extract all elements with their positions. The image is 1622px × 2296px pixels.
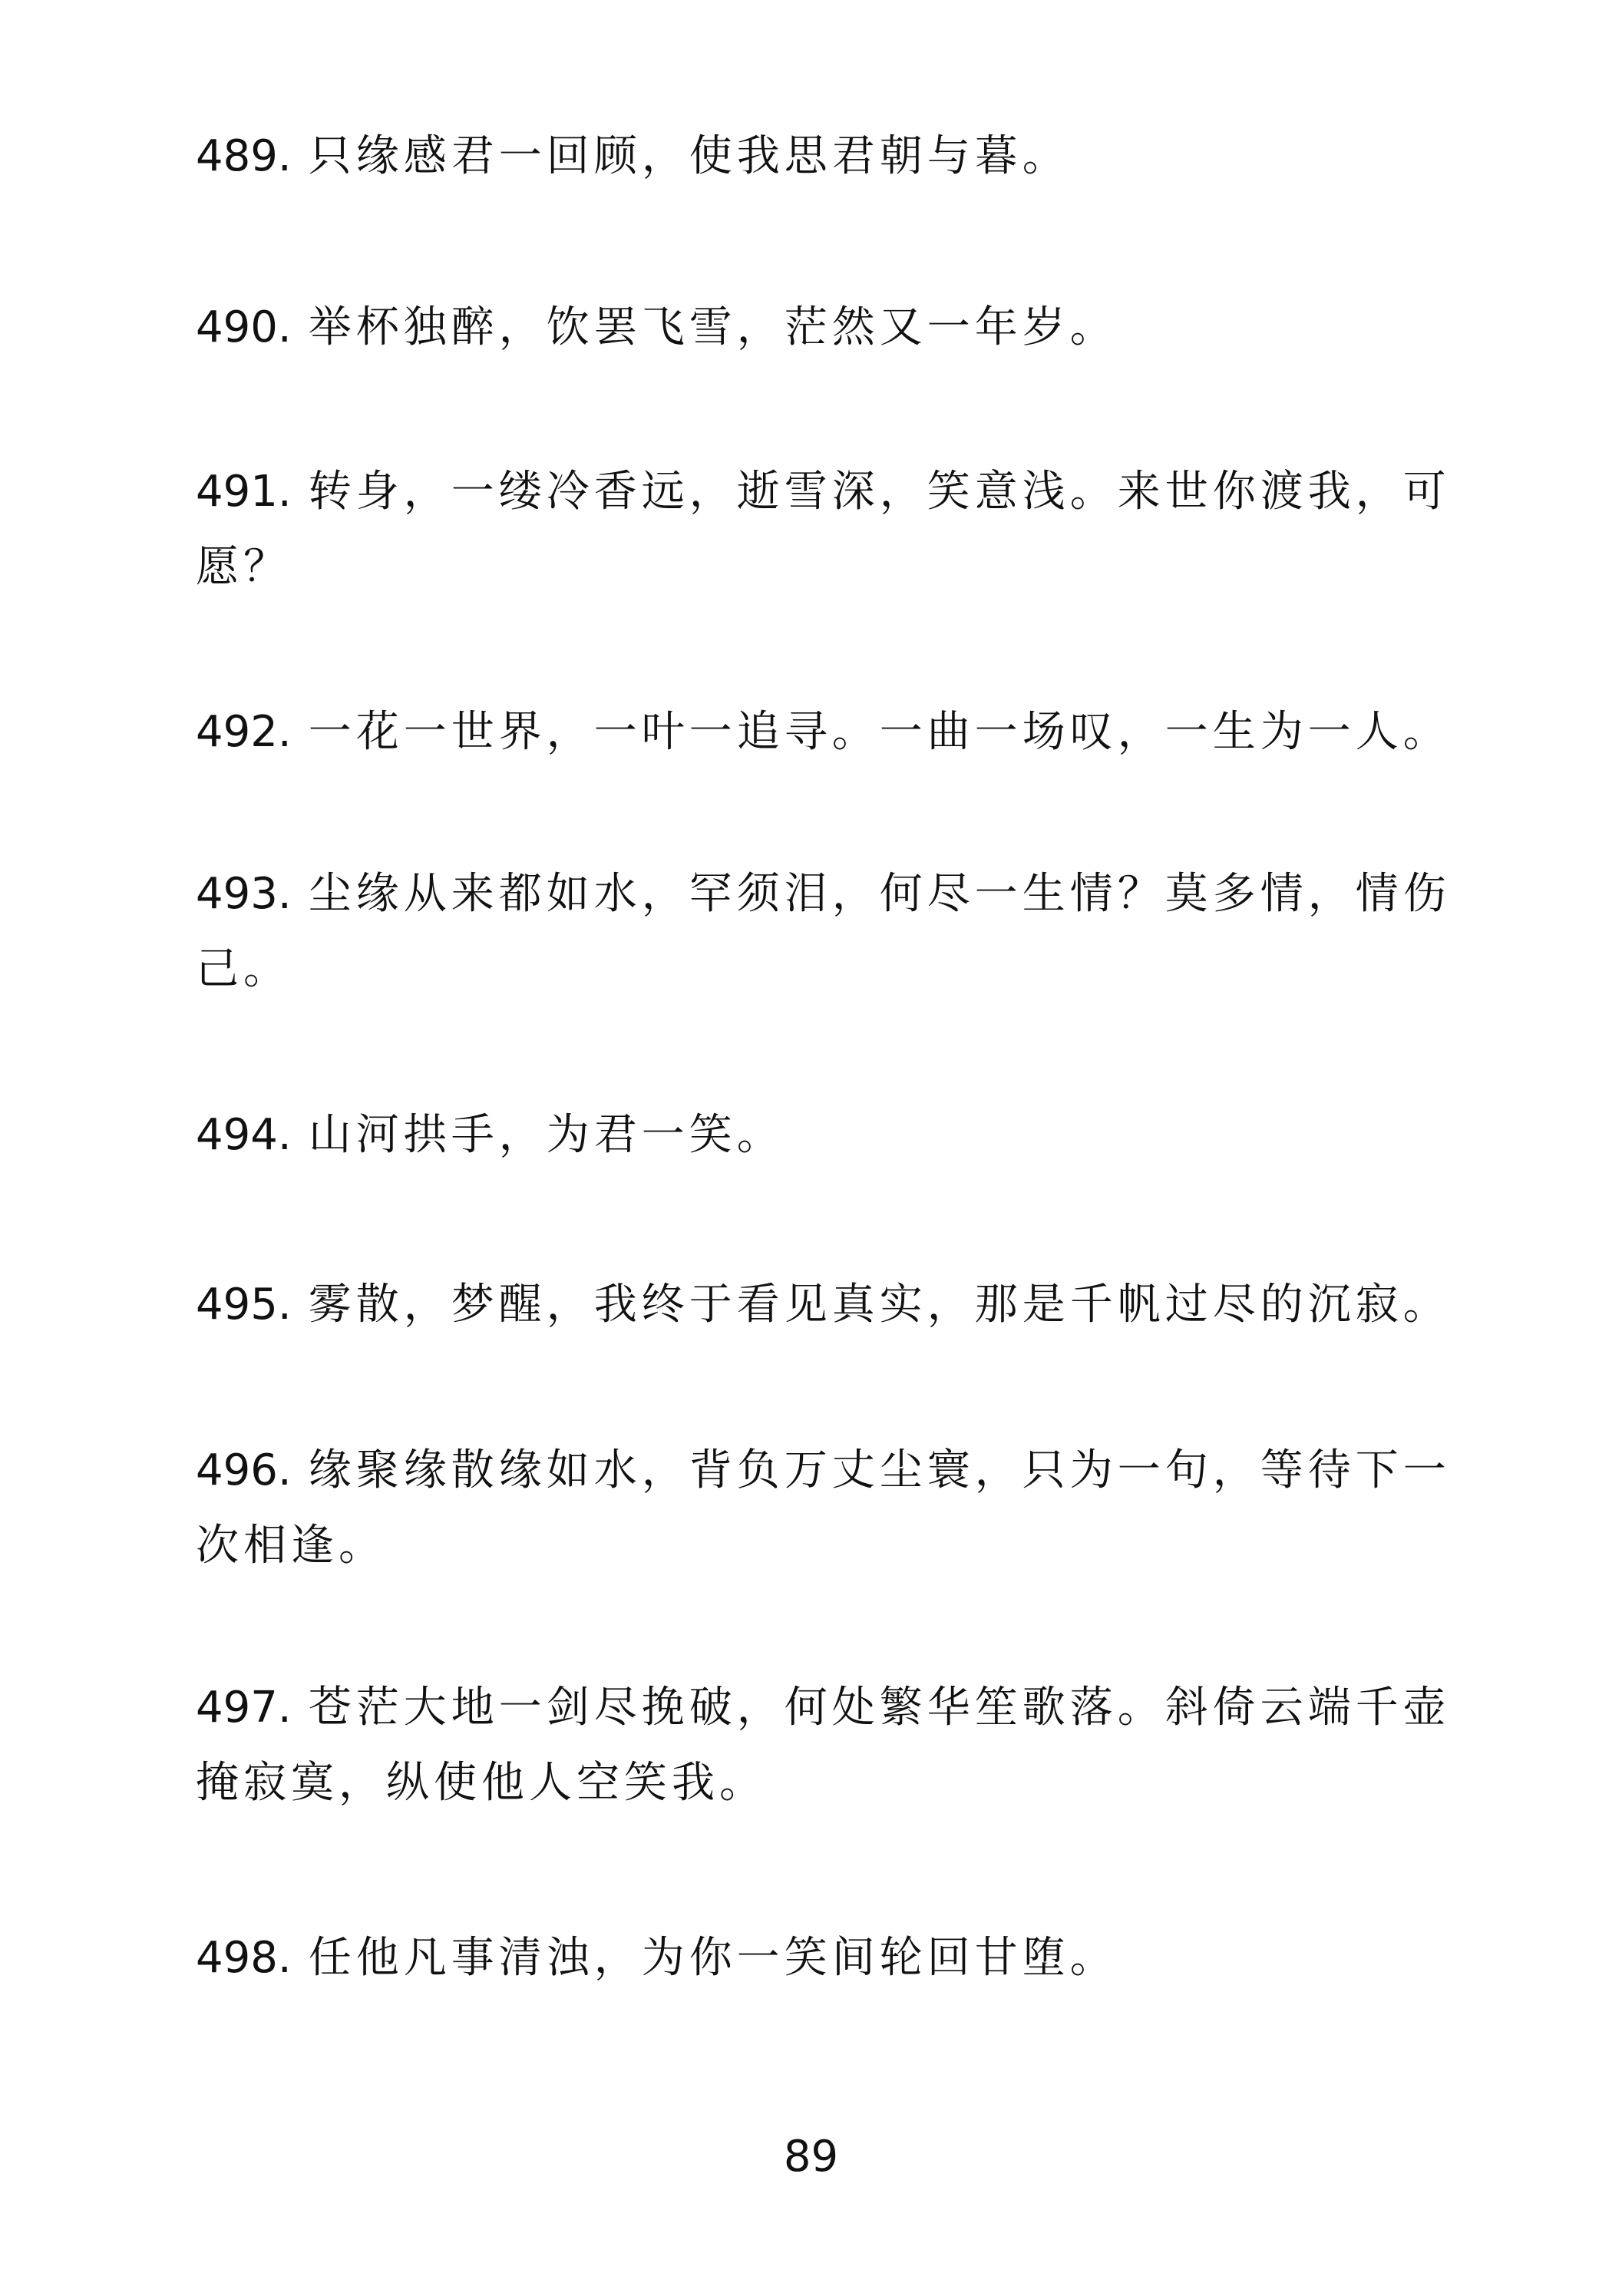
entry-498 <box>196 1921 1455 1996</box>
entry-number: 496. <box>196 1445 292 1495</box>
entry-text: 转身，一缕冷香远，逝雪深，笑意浅。来世你渡我，可愿？ <box>196 467 1451 592</box>
entry-493 <box>196 857 1455 1007</box>
entry-text: 苍茫大地一剑尽挽破，何处繁华笙歌落。斜倚云端千壶掩寂寞，纵使他人空笑我。 <box>196 1683 1451 1808</box>
entry-497 <box>196 1670 1455 1821</box>
entry-number: 490. <box>196 302 292 352</box>
entry-495 <box>196 1267 1455 1343</box>
entry-number: 495. <box>196 1280 292 1330</box>
entry-text: 山河拱手，为君一笑。 <box>308 1110 785 1160</box>
entry-number: 492. <box>196 707 292 757</box>
entry-text: 任他凡事清浊，为你一笑间轮回甘堕。 <box>308 1933 1118 1983</box>
entry-489 <box>196 119 1455 194</box>
entry-text: 只缘感君一回顾，使我思君朝与暮。 <box>308 131 1070 181</box>
entry-text: 一花一世界，一叶一追寻。一曲一场叹，一生为一人。 <box>308 707 1451 757</box>
entry-number: 493. <box>196 869 292 919</box>
entry-494 <box>196 1098 1455 1173</box>
entry-491 <box>196 454 1455 605</box>
entry-number: 489. <box>196 131 292 181</box>
entry-number: 494. <box>196 1110 292 1160</box>
entry-text: 举杯独醉，饮罢飞雪，茫然又一年岁。 <box>308 302 1118 352</box>
page-number: 89 <box>783 2132 839 2182</box>
entry-text: 尘缘从来都如水，罕须泪，何尽一生情？莫多情，情伤己。 <box>196 869 1451 994</box>
entry-490 <box>196 290 1455 365</box>
entry-number: 491. <box>196 467 292 517</box>
entry-text: 雾散，梦醒，我终于看见真实，那是千帆过尽的沉寂。 <box>308 1280 1451 1330</box>
entry-492 <box>196 695 1455 770</box>
entry-496 <box>196 1433 1455 1584</box>
entry-number: 497. <box>196 1683 292 1733</box>
entry-text: 缘聚缘散缘如水，背负万丈尘寰，只为一句，等待下一次相逢。 <box>196 1445 1451 1571</box>
entry-number: 498. <box>196 1933 292 1983</box>
